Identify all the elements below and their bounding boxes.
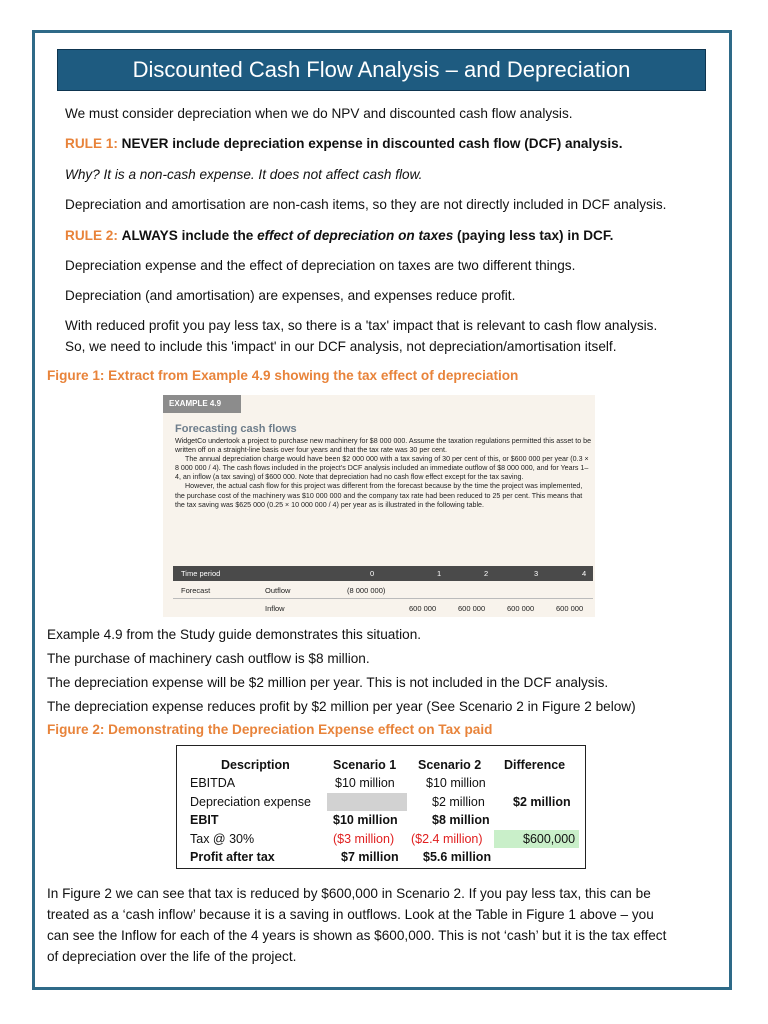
example-text-4: The depreciation expense reduces profit by $2 million per year (See Scenario 2 in Figure 2 below) — [47, 699, 636, 714]
row-profit-label: Profit after tax — [190, 850, 275, 864]
closing-line-4: of depreciation over the life of the project. — [47, 949, 297, 964]
example-text-2: The purchase of machinery cash outflow is $8 million. — [47, 651, 370, 666]
example-para-3: However, the actual cash flow for this project was different from the forecast because by the time the project was implemented, the purchase cost of the machinery was $10 000 000 and the company tax rate had been reduced to 25 per cent. This means that the tax saving was $625 000 (0.25 × 10 000 000 / 4) per year as is illustrated in the following table. — [175, 482, 583, 509]
example-tag: EXAMPLE 4.9 — [163, 395, 241, 413]
example-th-4: 4 — [582, 569, 587, 578]
th-description: Description — [221, 758, 290, 772]
rule-1-text: NEVER include depreciation expense in discounted cash flow (DCF) analysis. — [121, 136, 623, 151]
rule-2 — [65, 227, 613, 244]
why-text: Why? It is a non-cash expense. It does not affect cash flow. — [65, 167, 423, 182]
example-row-divider — [173, 598, 593, 599]
example-para-1: WidgetCo undertook a project to purchase new machinery for $8 000 000. Assume the taxation regulations permitted this asset to be written off on a straight-line basis over four years and that the tax rate was 30 per cent. — [175, 437, 592, 455]
row-tax-s2: ($2.4 million) — [411, 832, 483, 846]
example-th-2: 2 — [484, 569, 489, 578]
example-body — [175, 437, 593, 510]
example-inflow-3: 600 000 — [507, 604, 535, 613]
example-th-period: Time period — [181, 569, 221, 578]
reduce-profit-text: Depreciation (and amortisation) are expenses, and expenses reduce profit. — [65, 288, 516, 303]
example-extract — [163, 395, 595, 617]
closing-paragraph — [47, 883, 666, 967]
example-inflow-4: 600 000 — [556, 604, 584, 613]
figure-2-caption: Figure 2: Demonstrating the Depreciation Expense effect on Tax paid — [47, 722, 493, 737]
tax-impact-line-1: With reduced profit you pay less tax, so there is a 'tax' impact that is relevant to cash flow analysis. — [65, 318, 658, 333]
row-ebitda-label: EBITDA — [190, 776, 236, 790]
row-ebitda-s1: $10 million — [335, 776, 395, 790]
row-profit-s1: $7 million — [341, 850, 399, 864]
row-depreciation-diff: $2 million — [513, 795, 571, 809]
example-th-3: 3 — [534, 569, 539, 578]
example-table-header — [173, 566, 593, 581]
tax-impact-line-2: So, we need to include this 'impact' in our DCF analysis, not depreciation/amortisation itself. — [65, 339, 617, 354]
row-ebit-s1: $10 million — [333, 813, 398, 827]
th-scenario-2: Scenario 2 — [418, 758, 482, 772]
rule-2-label: RULE 2: — [65, 228, 118, 243]
th-difference: Difference — [504, 758, 566, 772]
example-outflow-value: (8 000 000) — [347, 586, 386, 595]
example-para-2: The annual depreciation charge would have been $2 000 000 with a tax saving of 30 per cent of this, or $600 000 per year (0.3 × 8 000 000 / 4). The cash flows included in the project's DCF analysis included an immediate outflow of $8 000 000, and for Years 1–4, an inflow (a tax saving) of $600 000. Note that depreciation had no cash flow effect except for the tax saving. — [175, 455, 589, 482]
rule-1 — [65, 135, 622, 152]
row-tax-s1: ($3 million) — [333, 832, 395, 846]
closing-line-3: can see the Inflow for each of the 4 years is shown as $600,000. This is not ‘cash’ but it is the tax effect — [47, 928, 667, 943]
example-outflow-label: Outflow — [265, 586, 291, 595]
closing-line-1: In Figure 2 we can see that tax is reduced by $600,000 in Scenario 2. If you pay less tax, this can be — [47, 886, 651, 901]
row-depreciation-label: Depreciation expense — [190, 795, 311, 809]
rule-2-pre: ALWAYS include the — [121, 228, 258, 243]
example-th-1: 1 — [437, 569, 442, 578]
figure-1-caption: Figure 1: Extract from Example 4.9 showing the tax effect of depreciation — [47, 368, 519, 383]
example-heading: Forecasting cash flows — [175, 423, 297, 435]
example-text-3: The depreciation expense will be $2 million per year. This is not included in the DCF analysis. — [47, 675, 609, 690]
example-row-label: Forecast — [181, 586, 211, 595]
row-ebit-s2: $8 million — [432, 813, 490, 827]
row-profit-s2: $5.6 million — [423, 850, 492, 864]
example-inflow-label: Inflow — [265, 604, 285, 613]
scenario-table — [176, 745, 586, 869]
intro-text: We must consider depreciation when we do NPV and discounted cash flow analysis. — [65, 106, 573, 121]
example-inflow-2: 600 000 — [458, 604, 486, 613]
closing-line-2: treated as a ‘cash inflow’ because it is a saving in outflows. Look at the Table in Figure 1 above – you — [47, 907, 654, 922]
example-th-0: 0 — [370, 569, 375, 578]
amortisation-text: Depreciation and amortisation are non-cash items, so they are not directly included in DCF analysis. — [65, 197, 667, 212]
row-depreciation-s2: $2 million — [432, 795, 485, 809]
row-tax-diff: $600,000 — [523, 832, 576, 846]
empty-grey-cell — [327, 793, 407, 811]
row-ebit-label: EBIT — [190, 813, 219, 827]
row-tax-label: Tax @ 30% — [190, 832, 255, 846]
row-ebitda-s2: $10 million — [426, 776, 486, 790]
page-title: Discounted Cash Flow Analysis – and Depreciation — [57, 49, 706, 91]
rule-2-post: (paying less tax) in DCF. — [453, 228, 614, 243]
th-scenario-1: Scenario 1 — [333, 758, 397, 772]
rule-1-label: RULE 1: — [65, 136, 118, 151]
difference-text: Depreciation expense and the effect of depreciation on taxes are two different things. — [65, 258, 576, 273]
rule-2-emphasis: effect of depreciation on taxes — [257, 228, 454, 243]
example-text-1: Example 4.9 from the Study guide demonstrates this situation. — [47, 627, 422, 642]
example-inflow-1: 600 000 — [409, 604, 437, 613]
